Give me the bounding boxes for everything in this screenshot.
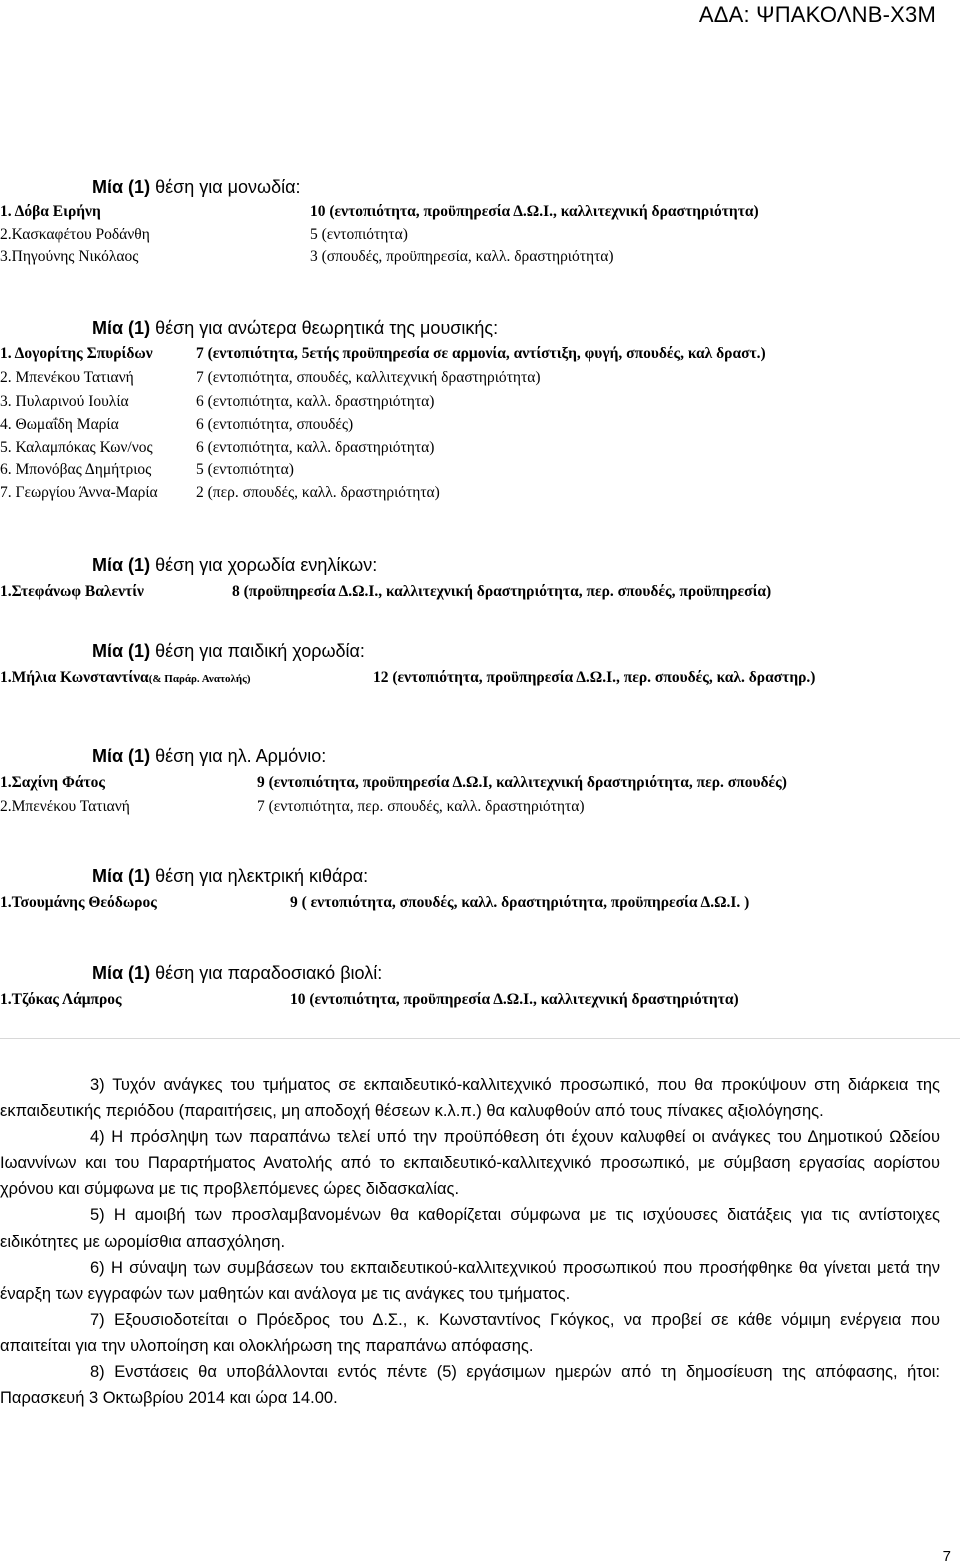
candidate-name: 6. Μπονόβας Δημήτριος — [0, 461, 152, 478]
candidate-score: 6 (εντοπιότητα, καλλ. δραστηριότητα) — [196, 393, 435, 410]
candidate-name: 3. Πυλαρινού Ιουλία — [0, 393, 129, 410]
section-heading-violi — [92, 963, 382, 984]
paragraph-8-text: 8) Ενστάσεις θα υποβάλλονται εντός πέντε (5) εργάσιμων ημερών από τη δημοσίευση της απόφασης, ήτοι: Παρασκευή 3 Οκτωβρίου 2014 και ώρα 14.00. — [0, 1363, 940, 1408]
paragraph-5-text: 5) Η αμοιβή των προσλαμβανομένων θα καθορίζεται σύμφωνα με τις ισχύουσες διατάξεις για τις αντίστοιχες ειδικότητες με ωρομίσθια απασχόληση. — [0, 1206, 940, 1251]
section-heading-monodia — [92, 177, 301, 198]
candidate-name: 1.Μήλια Κωνσταντίνα — [0, 669, 149, 686]
candidate-name: 1. Δογορίτης Σπυρίδων — [0, 345, 153, 362]
paragraph-4 — [0, 1124, 940, 1202]
candidate-score: 7 (εντοπιότητα, 5ετής προϋπηρεσία σε αρμονία, αντίστιξη, φυγή, σπουδές, καλ δραστ.) — [196, 345, 766, 362]
candidate-score: 7 (εντοπιότητα, περ. σπουδές, καλλ. δραστηριότητα) — [257, 798, 585, 815]
heading-count: Μία (1) — [92, 555, 151, 575]
section-heading-armonio — [92, 746, 326, 767]
paragraph-6-text: 6) Η σύναψη των συμβάσεων του εκπαιδευτικού-καλλιτεχνικού προσωπικού που προσήφθηκε θα γίνεται μετά την έναρξη των εγγραφών των μαθητών και ανάλογα με τις ανάγκες του τμήματος. — [0, 1258, 940, 1303]
heading-title: θέση για ηλεκτρική κιθάρα: — [155, 866, 369, 886]
candidate-name: 1.Τσουμάνης Θεόδωρος — [0, 894, 157, 911]
candidate-name: 2.Κασκαφέτου Ροδάνθη — [0, 226, 150, 243]
candidate-name: 1.Σαχίνη Φάτος — [0, 774, 105, 791]
candidate-score: 9 (εντοπιότητα, προϋπηρεσία Δ.Ω.Ι, καλλιτεχνική δραστηριότητα, περ. σπουδές) — [257, 774, 787, 791]
candidate-name: 1.Στεφάνωφ Βαλεντίν — [0, 583, 144, 600]
section-heading-paidiki-xorodia — [92, 641, 365, 662]
paragraph-4-text: 4) Η πρόσληψη των παραπάνω τελεί υπό την προϋπόθεση ότι έχουν καλυφθεί οι ανάγκες του Δημοτικού Ωδείου Ιωαννίνων και του Παραρτήματος Ανατολής από το εκπαιδευτικό-καλλιτεχνικό προσωπικό, με σύμβαση εργασίας αορίστου χρόνου και σύμφωνα με τις προβλεπόμενες ώρες διδασκαλίας. — [0, 1128, 940, 1199]
candidate-note: (& Παράρ. Ανατολής) — [148, 673, 251, 685]
separator-line — [0, 1038, 960, 1039]
candidate-score: 2 (περ. σπουδές, καλλ. δραστηριότητα) — [196, 484, 440, 501]
heading-title: θέση για παραδοσιακό βιολί: — [155, 963, 383, 983]
paragraph-8 — [0, 1359, 940, 1411]
candidate-score: 12 (εντοπιότητα, προϋπηρεσία Δ.Ω.Ι., περ. σπουδές, καλ. δραστηρ.) — [373, 669, 816, 686]
candidate-score: 6 (εντοπιότητα, σπουδές) — [196, 416, 354, 433]
candidate-score: 10 (εντοπιότητα, προϋπηρεσία Δ.Ω.Ι., καλλιτεχνική δραστηριότητα) — [310, 203, 759, 220]
heading-count: Μία (1) — [92, 866, 151, 886]
heading-title: θέση για χορωδία ενηλίκων: — [155, 555, 378, 575]
candidate-name: 1. Δόβα Ειρήνη — [0, 203, 101, 220]
paragraph-5 — [0, 1202, 940, 1254]
candidate-score: 5 (εντοπιότητα) — [196, 461, 294, 478]
heading-count: Μία (1) — [92, 318, 151, 338]
candidate-name: 1.Τζόκας Λάμπρος — [0, 991, 122, 1008]
heading-count: Μία (1) — [92, 963, 151, 983]
ada-header: ΑΔΑ: ΨΠΑΚΟΛΝΒ-Χ3Μ — [698, 2, 936, 27]
heading-count: Μία (1) — [92, 746, 151, 766]
candidate-name: 5. Καλαμπόκας Κων/νος — [0, 439, 153, 456]
candidate-score: 7 (εντοπιότητα, σπουδές, καλλιτεχνική δραστηριότητα) — [196, 369, 541, 386]
section-heading-theoritika — [92, 318, 498, 339]
paragraph-7-text: 7) Εξουσιοδοτείται ο Πρόεδρος του Δ.Σ., κ. Κωνσταντίνος Γκόγκος, να προβεί σε κάθε νόμιμη ενέργεια που απαιτείται για την υλοποίηση και ολοκλήρωση της παραπάνω απόφασης. — [0, 1310, 940, 1355]
paragraph-6 — [0, 1255, 940, 1307]
heading-title: θέση για ανώτερα θεωρητικά της μουσικής: — [155, 318, 499, 338]
candidate-name: 3.Πηγούνης Νικόλαος — [0, 248, 139, 265]
candidate-score: 9 ( εντοπιότητα, σπουδές, καλλ. δραστηριότητα, προϋπηρεσία Δ.Ω.Ι. ) — [290, 894, 750, 911]
candidate-name-group — [0, 669, 251, 687]
decision-paragraphs — [0, 1072, 940, 1411]
candidate-score: 8 (προϋπηρεσία Δ.Ω.Ι., καλλιτεχνική δραστηριότητα, περ. σπουδές, προϋπηρεσία) — [232, 583, 772, 600]
paragraph-3-text: 3) Τυχόν ανάγκες του τμήματος σε εκπαιδευτικό-καλλιτεχνικό προσωπικό, που θα προκύψουν στη διάρκεια της εκπαιδευτικής περιόδου (παραιτήσεις, μη αποδοχή θέσεων κ.λ.π.) θα καλυφθούν από τους πίνακες αξιολόγησης. — [0, 1076, 940, 1121]
candidate-name: 2. Μπενέκου Τατιανή — [0, 369, 134, 386]
candidate-name: 4. Θωμαΐδη Μαρία — [0, 416, 119, 433]
section-heading-xorodia-enilikon — [92, 555, 377, 576]
heading-title: θέση για ηλ. Αρμόνιο: — [155, 746, 327, 766]
paragraph-3 — [0, 1072, 940, 1124]
heading-title: θέση για παιδική χορωδία: — [155, 641, 365, 661]
candidate-score: 10 (εντοπιότητα, προϋπηρεσία Δ.Ω.Ι., καλλιτεχνική δραστηριότητα) — [290, 991, 739, 1008]
candidate-score: 6 (εντοπιότητα, καλλ. δραστηριότητα) — [196, 439, 435, 456]
section-heading-kithara — [92, 866, 368, 887]
paragraph-7 — [0, 1307, 940, 1359]
heading-count: Μία (1) — [92, 177, 151, 197]
candidate-name: 7. Γεωργίου Άννα-Μαρία — [0, 484, 158, 501]
candidate-score: 5 (εντοπιότητα) — [310, 226, 408, 243]
candidate-name: 2.Μπενέκου Τατιανή — [0, 798, 130, 815]
heading-title: θέση για μονωδία: — [155, 177, 301, 197]
page-number: 7 — [942, 1548, 951, 1565]
candidate-score: 3 (σπουδές, προϋπηρεσία, καλλ. δραστηριότητα) — [310, 248, 614, 265]
heading-count: Μία (1) — [92, 641, 151, 661]
